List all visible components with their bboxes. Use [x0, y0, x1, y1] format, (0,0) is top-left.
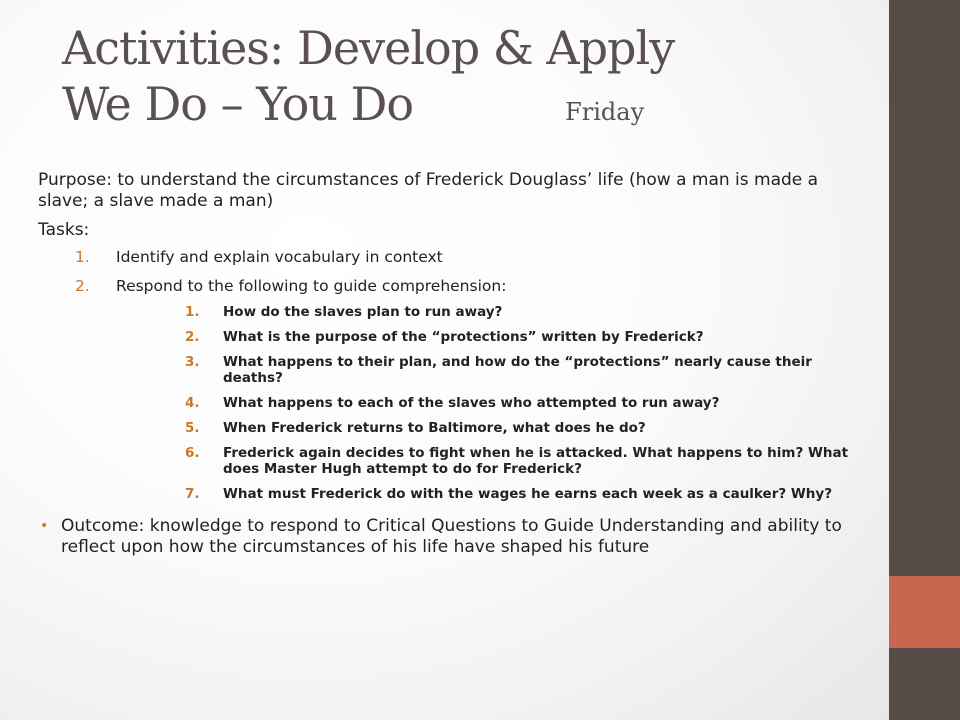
- question-number: 1.: [185, 304, 200, 320]
- question-text: What happens to their plan, and how do the “protections” nearly cause their deaths?: [223, 354, 812, 386]
- slide-title: [62, 20, 862, 140]
- question-number: 6.: [185, 445, 200, 461]
- question-text: What must Frederick do with the wages he earns each week as a caulker? Why?: [223, 486, 833, 502]
- question-text: How do the slaves plan to run away?: [223, 304, 503, 320]
- question-list: [116, 304, 868, 502]
- title-day: Friday: [565, 98, 645, 126]
- task-text: Respond to the following to guide comprehension:: [116, 277, 507, 295]
- question-text: When Frederick returns to Baltimore, what does he do?: [223, 420, 646, 436]
- title-line-2: [62, 76, 862, 140]
- title-line-2-text: We Do – You Do: [62, 77, 414, 131]
- question-item: [116, 445, 868, 477]
- outcome-item: [38, 516, 868, 558]
- question-item: [116, 304, 868, 320]
- question-number: 4.: [185, 395, 200, 411]
- task-item: [38, 247, 868, 267]
- question-item: [116, 486, 868, 502]
- outcome-text: Outcome: knowledge to respond to Critical Questions to Guide Understanding and ability to reflect upon how the circumstances of his life have shaped his future: [61, 516, 842, 557]
- question-text: Frederick again decides to fight when he is attacked. What happens to him? What does Master Hugh attempt to do for Frederick?: [223, 445, 849, 477]
- task-list: [38, 247, 868, 502]
- purpose-text: Purpose: to understand the circumstances of Frederick Douglass’ life (how a man is made a slave; a slave made a man): [38, 170, 819, 211]
- task-number: 2.: [75, 277, 90, 295]
- question-number: 7.: [185, 486, 200, 502]
- question-text: What is the purpose of the “protections” written by Frederick?: [223, 329, 704, 345]
- tasks-label: Tasks:: [38, 220, 90, 240]
- question-number: 2.: [185, 329, 200, 345]
- bullet-icon: •: [40, 518, 49, 534]
- question-item: [116, 329, 868, 345]
- task-number: 1.: [75, 248, 90, 266]
- task-item: [38, 276, 868, 502]
- question-text: What happens to each of the slaves who attempted to run away?: [223, 395, 720, 411]
- task-text: Identify and explain vocabulary in context: [116, 248, 443, 266]
- side-accent-block: [889, 576, 960, 648]
- question-item: [116, 354, 868, 386]
- question-number: 3.: [185, 354, 200, 370]
- question-item: [116, 420, 868, 436]
- slide-content: [38, 170, 868, 558]
- question-number: 5.: [185, 420, 200, 436]
- question-item: [116, 395, 868, 411]
- title-line-1: Activities: Develop & Apply: [62, 21, 675, 75]
